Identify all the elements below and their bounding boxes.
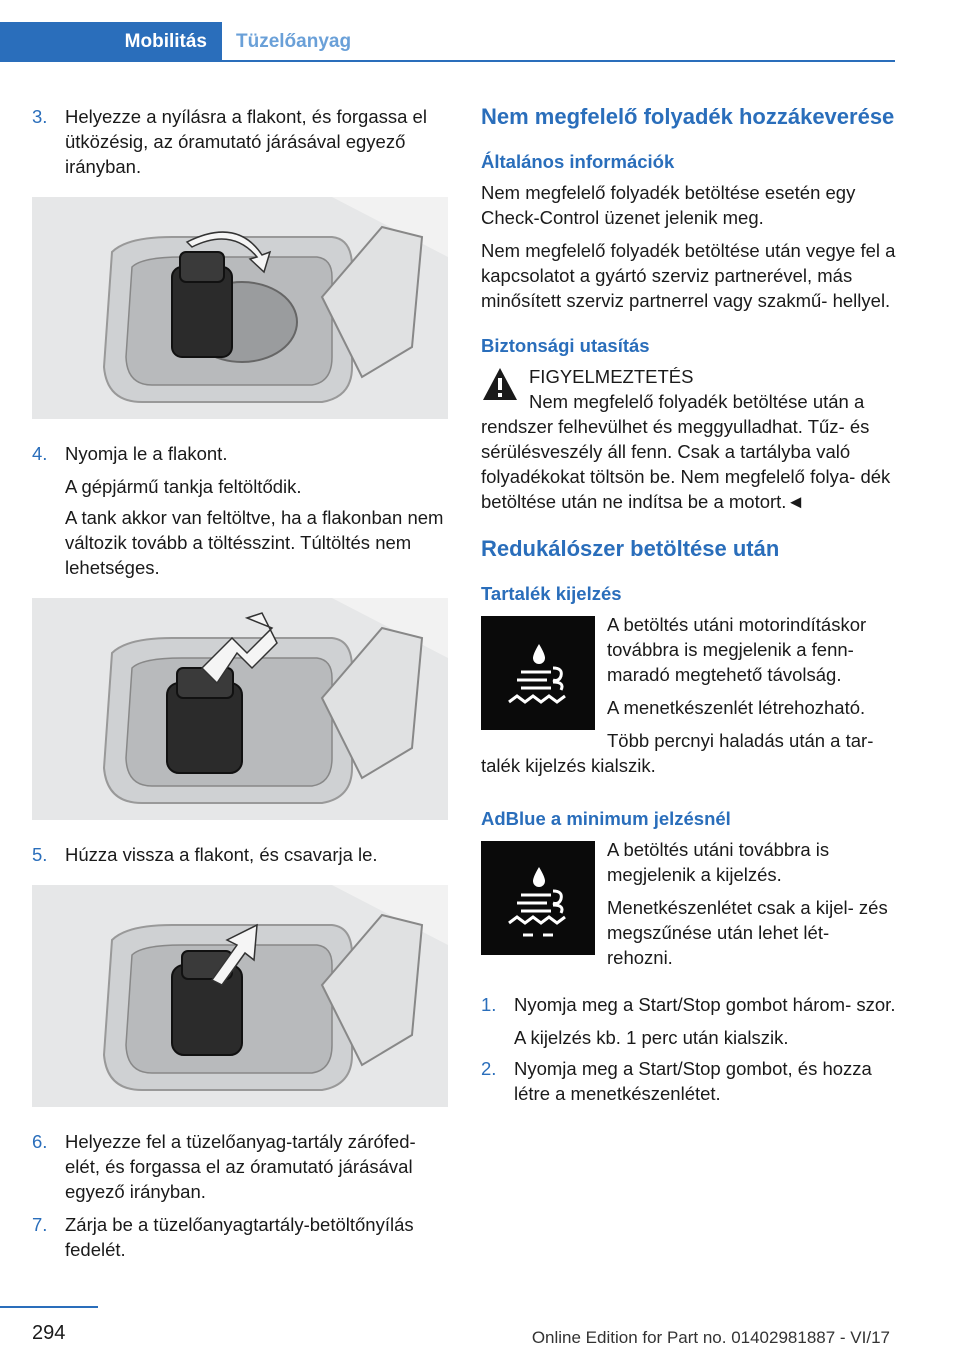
step-7	[32, 1212, 448, 1262]
step-text: Zárja be a tüzelőanyagtartály-betöltőnyílás fedelét.	[65, 1214, 414, 1260]
step-text: Nyomja meg a Start/Stop gombot három- szor.	[514, 994, 896, 1015]
header-rule	[0, 60, 895, 62]
step-5	[32, 842, 448, 867]
right-column	[481, 104, 896, 1114]
right-step-1	[481, 992, 896, 1017]
right-step-2	[481, 1056, 896, 1106]
adblue-reserve-icon	[481, 616, 595, 730]
step-number: 2.	[481, 1058, 497, 1079]
footer-rule	[0, 1306, 98, 1308]
minimum-indicator-block	[481, 837, 896, 978]
heading-general-info: Általános információk	[481, 151, 675, 172]
tab-tuzeloanyag[interactable]: Tüzelőanyag	[236, 31, 352, 52]
step-4	[32, 441, 448, 466]
edition-text: Online Edition for Part no. 01402981887 - VI/17	[531, 1328, 890, 1347]
illustration-press-bottle	[32, 598, 448, 820]
left-column	[32, 104, 448, 1270]
step-text: Húzza vissza a flakont, és csavarja le.	[65, 844, 378, 865]
reserve-indicator-block	[481, 612, 896, 786]
paragraph: A betöltés utáni motorindításkor továbbra is megjelenik a fenn- maradó megtehető távolság.	[607, 614, 867, 685]
right-step-1-sub: A kijelzés kb. 1 perc után kialszik.	[514, 1027, 789, 1048]
paragraph: Nem megfelelő folyadék betöltése esetén egy Check-Control üzenet jelenik meg.	[481, 182, 856, 228]
heading-adblue-minimum: AdBlue a minimum jelzésnél	[481, 808, 731, 829]
step-number: 3.	[32, 106, 48, 127]
heading-after-reducer: Redukálószer betöltése után	[481, 536, 780, 561]
step-number: 7.	[32, 1214, 48, 1235]
warning-body: Nem megfelelő folyadék betöltése után a rendszer felhevülhet és meggyulladhat. Tűz- és sérülésveszély áll fenn. Csak a tartályba való folyadékokat töltsön be. Nem megfelelő folya- dék betöltése után ne indítsa be a motort.◄	[481, 391, 891, 512]
page-number: 294	[32, 1322, 66, 1344]
step-4-sub-1: A gépjármű tankja feltöltődik.	[65, 476, 302, 497]
step-6	[32, 1129, 448, 1204]
paragraph: A menetkészenlét létrehozható.	[607, 697, 866, 718]
warning-triangle-icon	[481, 366, 519, 402]
paragraph: A betöltés utáni továbbra is megjelenik a kijelzés.	[607, 839, 830, 885]
step-number: 4.	[32, 443, 48, 464]
heading-wrong-fluid: Nem megfelelő folyadék hozzákeverése	[481, 104, 895, 129]
paragraph: Több percnyi haladás után a tar- talék kijelzés kialszik.	[481, 730, 874, 776]
step-text: Helyezze fel a tüzelőanyag-tartály zárófed- elét, és forgassa el az óramutató járásával egyező irányban.	[65, 1131, 416, 1202]
page-header	[0, 22, 960, 62]
step-number: 1.	[481, 994, 497, 1015]
step-3	[32, 104, 448, 179]
step-number: 6.	[32, 1131, 48, 1152]
paragraph: Nem megfelelő folyadék betöltése után vegye fel a kapcsolatot a gyártó szerviz partnerével, más minősített szerviz partnerrel vagy szakmű- hellyel.	[481, 240, 896, 311]
heading-reserve-display: Tartalék kijelzés	[481, 583, 622, 604]
warning-block	[481, 364, 896, 514]
warning-title: FIGYELMEZTETÉS	[529, 366, 694, 387]
heading-safety: Biztonsági utasítás	[481, 335, 650, 356]
illustration-remove-bottle	[32, 885, 448, 1107]
step-text: Nyomja meg a Start/Stop gombot, és hozza létre a menetkészenlétet.	[514, 1058, 872, 1104]
paragraph: Menetkészenlétet csak a kijel- zés megszűnése után lehet lét- rehozni.	[607, 897, 888, 968]
illustration-insert-bottle	[32, 197, 448, 419]
tab-mobilitas[interactable]: Mobilitás	[0, 22, 222, 62]
step-4-sub-2: A tank akkor van feltöltve, ha a flakonban nem változik tovább a töltésszint. Túltöltés nem lehetséges.	[65, 507, 444, 578]
step-text: Helyezze a nyílásra a flakont, és forgassa el ütközésig, az óramutató járásával egyező irányban.	[65, 106, 427, 177]
adblue-minimum-icon	[481, 841, 595, 955]
step-number: 5.	[32, 844, 48, 865]
step-text: Nyomja le a flakont.	[65, 443, 228, 464]
